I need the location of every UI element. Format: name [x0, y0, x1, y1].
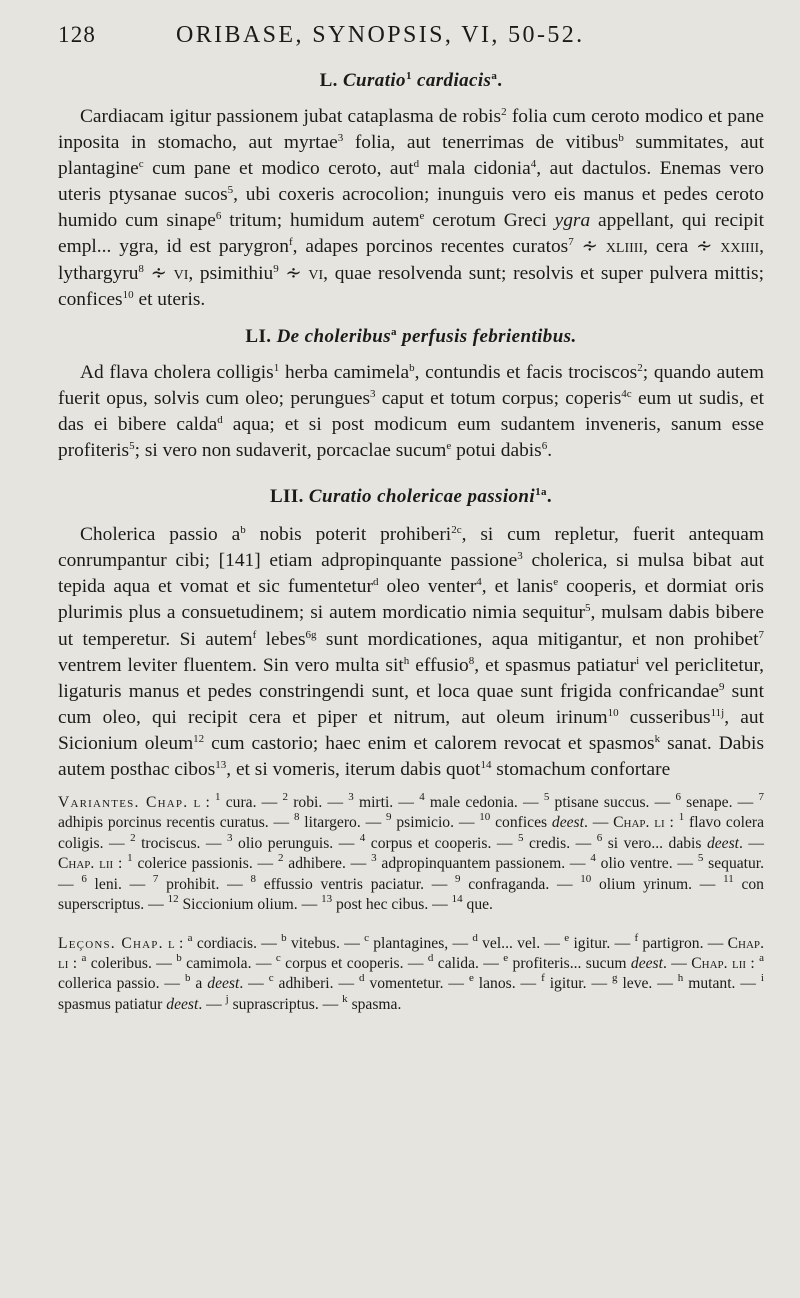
chapter-number: LII.	[269, 486, 304, 508]
variantes-text: Variantes. Chap. l : $^1$ cura. — $^2$ robi. — $^3$ mirti. — $^4$ male cedonia. — $^5$ ptisane succus. — $^6$ senape. — $^7$ adhipis porcinus recentis curatus. — $^8$ litargero. — $^9$ psimicio. — $^{10}$ confices deest. — Chap. li : $^1$ flavo colera coligis. — $^2$ trociscus. — $^3$ olio perunguis. — $^4$ corpus et cooperis. — $^5$ credis. — $^6$ si vero... dabis deest. — Chap. lii : $^1$ colerice passionis. — $^2$ adhibere. — $^3$ adpropinquantem passionem. — $^4$ olio ventre. — $^5$ sequatur. — $^6$ leni. — $^7$ prohibit. — $^8$ effussio ventris paciatur. — $^9$ confraganda. — $^{10}$ olium yrinum. — $^{11}$ con superscriptus. — $^{12}$ Siccionium olium. — $^{13}$ post hec cibus. — $^{14}$ que.	[58, 791, 765, 914]
chapter-text	[58, 104, 764, 313]
variantes-notes	[58, 793, 764, 915]
paragraph: Cardiacam igitur passionem jubat cataplasma de robis$^2$ folia cum ceroto modico et pane inposita in stomacho, aut myrtae$^3$ folia, aut tenerrimas de vitibus$^b$ summitates, aut plantagine$^c$ cum pane et modico ceroto, aut$^d$ mala cidonia$^4$, aut dactulos. Enemas vero uteris ptysanae sucos$^5$, ubi coxeris acrocolion; inunguis vero eis manus et pedes ceroto humido cum sinape$^6$ tritum; humidum autem$^e$ cerotum Greci ygra appellant, qui recipit empl... ygra, id est parygron$^f$, adapes porcinos recentes curatos$^7$ ∻ xliiii, cera ∻ xxiiii, lythargyru$^8$ ∻ vi, psimithiu$^9$ ∻ vi, quae resolvenda sunt; resolvis et super pulvera mittis; confices$^{10}$ et uteris.	[58, 106, 765, 310]
chapter-text	[58, 360, 764, 464]
chapter-li	[58, 326, 764, 464]
chapter-lii	[58, 486, 764, 783]
chapter-number: L.	[319, 70, 338, 91]
chapter-heading: De choleribus$^a$ perfusis febrientibus.	[276, 325, 577, 347]
chapter-title	[58, 326, 764, 348]
chapter-title	[58, 70, 764, 92]
chapter-l	[58, 70, 764, 313]
chapter-text	[58, 522, 764, 783]
running-head	[58, 22, 764, 56]
page-number: 128	[58, 22, 97, 47]
chapter-number: LI.	[245, 325, 272, 347]
paragraph: Cholerica passio $a^b$ nobis poterit prohiberi$^{2c}$, si cum repletur, fuerit antequam conrumpantur cibi; [141] etiam adpropinquante passione$^3$ cholerica, si mulsa bibat aut tepida aqua et vomat et sic fumentetur$^d$ oleo venter$^4$, et lanis$^e$ cooperis, et dormiat oris plurimis plus a consuetudinem; si autem mordicatio nimia sequitur$^5$, mulsam dabis bibere ut temperetur. Si autem$^f$ lebes$^{6g}$ sunt mordicationes, aqua mitigantur, et non prohibet$^7$ ventrem leviter fluentem. Sin vero multa sit$^h$ effusio$^8$, et spasmus patiatur$^i$ vel periclitetur, ligaturis manus et pedes constringendi sunt, et loca quae sunt frigida confricandae$^9$ sunt cum oleo, qui recipit cera et piper et nitrum, aut oleum irinum$^{10}$ cusseribus$^{11j}$, aut Sicionium oleum$^{12}$ cum castorio; haec enim et calorem revocat et spasmos$^k$ sanat. Dabis autem posthac cibos$^{13}$, et si vomeris, iterum dabis quot$^{14}$ stomachum confortare	[58, 524, 765, 780]
chapter-heading: Curatio$^1$ cardiacis$^a$.	[342, 70, 503, 91]
lecons-notes	[58, 931, 765, 1016]
running-title: ORIBASE, SYNOPSIS, VI, 50-52.	[176, 22, 585, 48]
chapter-heading: Curatio cholericae passioni$^{1a}$.	[308, 486, 553, 508]
lecons-text: Leçons. Chap. l : $^a$ cordiacis. — $^b$ vitebus. — $^c$ plantagines, — $^d$ vel... vel. — $^e$ igitur. — $^f$ partigron. — Chap. li : $^a$ coleribus. — $^b$ camimola. — $^c$ corpus et cooperis. — $^d$ calida. — $^e$ profiteris... sucum deest. — Chap. lii : $^a$ collerica passio. — $^b$ a deest. — $^c$ adhiberi. — $^d$ vomentetur. — $^e$ lanos. — $^f$ igitur. — $^g$ leve. — $^h$ mutant. — $^i$ spasmus patiatur deest. — $^j$ suprascriptus. — $^k$ spasma.	[58, 931, 765, 1013]
paragraph: Ad flava cholera colligis$^1$ herba camimela$^b$, contundis et facis trociscos$^2$; quando autem fuerit opus, solvis cum oleo; perungues$^3$ caput et totum corpus; coperis$^{4c}$ eum ut sudis, et das ei bibere calda$^d$ aqua; et si post modicum eum sudantem inveneris, sanum esse profiteris$^5$; si vero non sudaverit, porcaclae sucum$^e$ potui dabis$^6$.	[58, 361, 764, 462]
chapter-title	[58, 486, 764, 508]
